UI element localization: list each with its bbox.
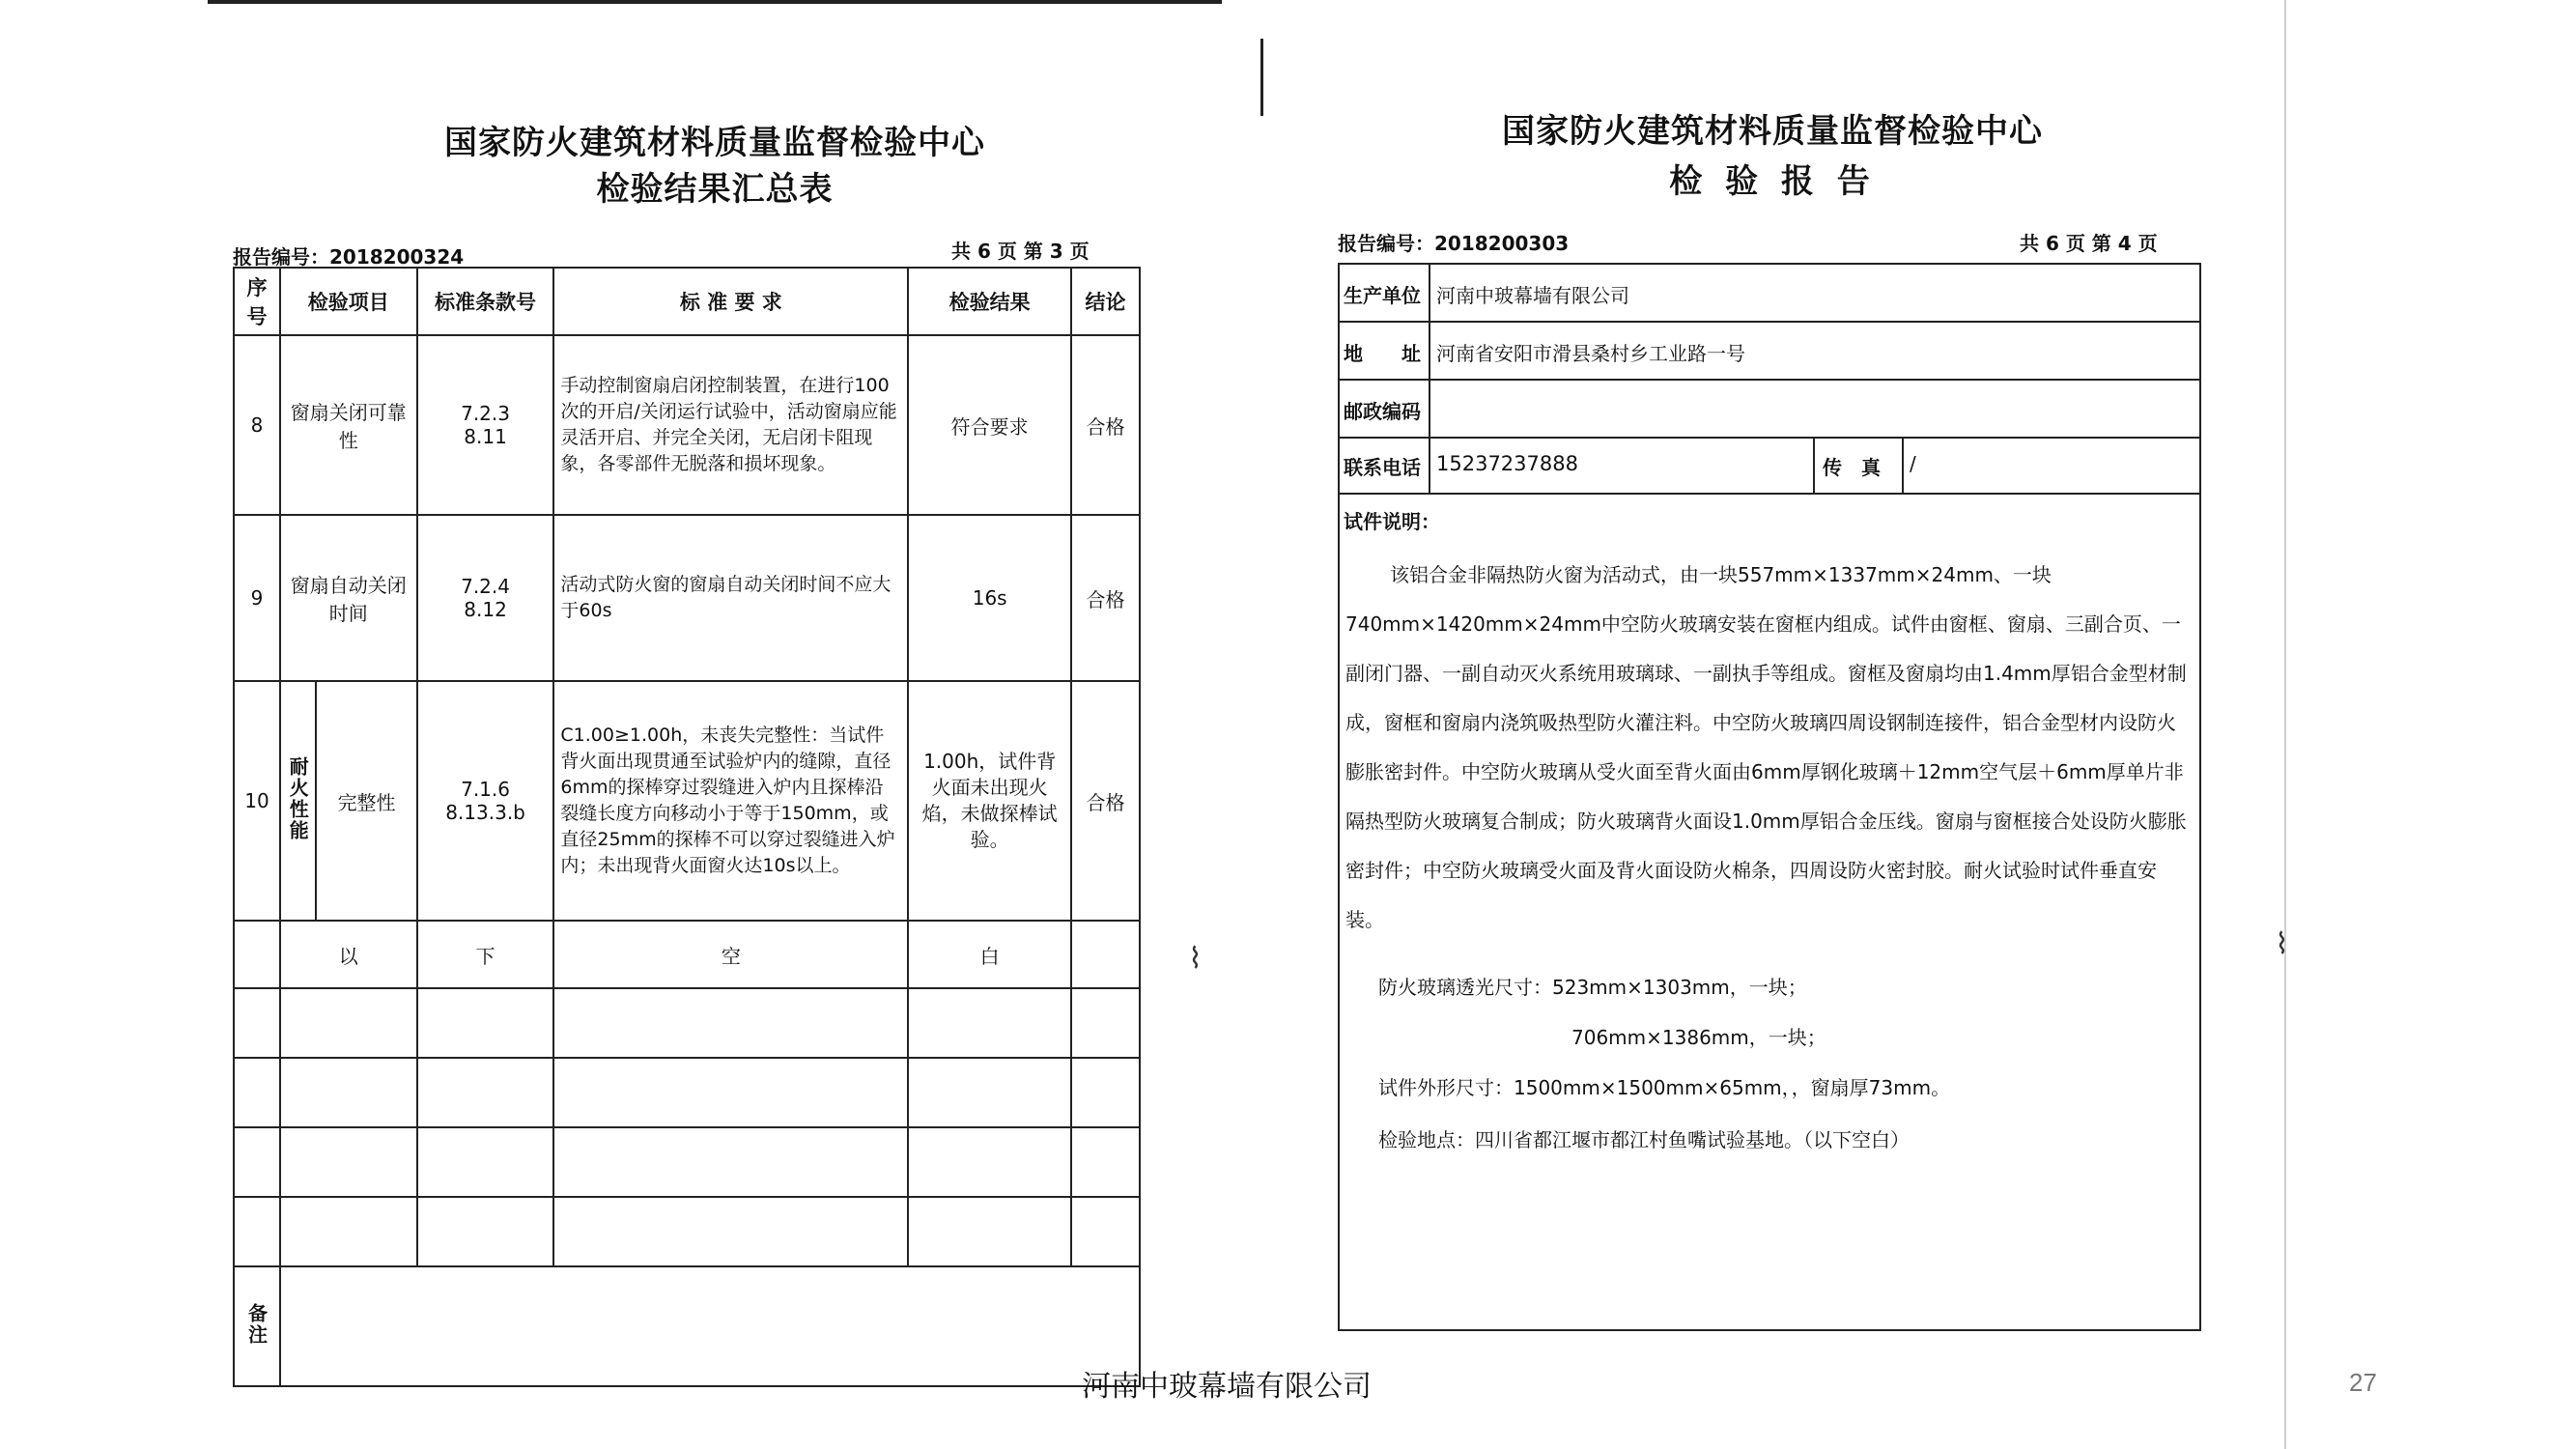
row-number: 8 (234, 335, 280, 515)
right-report-number: 报告编号：2018200303 (1338, 232, 1570, 255)
postcode-label: 邮政编码 (1344, 400, 1421, 423)
scan-edge-line (208, 0, 1222, 4)
page-number: 27 (2349, 1368, 2377, 1397)
table-header-row (234, 268, 1140, 335)
empty-row (234, 1127, 1140, 1197)
left-report-number: 报告编号：2018200324 (233, 245, 465, 269)
producer-value: 河南中玻幕墙有限公司 (1436, 284, 1629, 307)
fax-label: 传 真 (1823, 456, 1881, 479)
row-item: 窗扇自动关闭时间 (280, 515, 417, 681)
left-page-info: 共 6 页 第 3 页 (951, 240, 1090, 263)
fax-value: / (1910, 452, 1916, 475)
table-row (234, 335, 1140, 515)
row-conclusion: 合格 (1071, 681, 1140, 921)
remarks-label: 备注 (244, 1302, 269, 1346)
right-report-page (1260, 0, 2286, 1449)
blank-row (234, 921, 1140, 988)
outer-size-line: 试件外形尺寸：1500mm×1500mm×65mm，，窗扇厚73mm。 (1378, 1076, 1951, 1099)
header-no: 序号 (234, 268, 280, 335)
row-group (280, 681, 317, 921)
row-item: 窗扇关闭可靠性 (280, 335, 417, 515)
table-row (234, 681, 1140, 921)
row-conclusion: 合格 (1071, 515, 1140, 681)
blank-row-text: 下 (417, 921, 554, 988)
phone-label: 联系电话 (1344, 456, 1421, 479)
glass-size-line-2: 706mm×1386mm，一块； (1571, 1026, 1826, 1049)
row-result: 符合要求 (908, 335, 1071, 515)
row-number: 9 (234, 515, 280, 681)
footer-company: 河南中玻幕墙有限公司 (1082, 1370, 1372, 1404)
header-clause: 标准条款号 (417, 268, 554, 335)
right-title-center: 国家防火建筑材料质量监督检验中心 (1502, 112, 2043, 151)
right-page-info: 共 6 页 第 4 页 (2020, 232, 2158, 255)
remarks-label-cell (234, 1266, 280, 1386)
header-item: 检验项目 (280, 268, 417, 335)
remarks-row (234, 1266, 1140, 1386)
specimen-description-label: 试件说明： (1344, 510, 1440, 533)
table-row (234, 515, 1140, 681)
row-group-label: 耐火性能 (286, 755, 310, 841)
producer-label: 生产单位 (1344, 284, 1421, 307)
blank-row-text: 以 (280, 921, 417, 988)
left-report-page (208, 0, 1222, 1449)
empty-row (234, 1197, 1140, 1266)
seal-fragment-mark: ⌇ (1178, 942, 1212, 976)
row-item: 完整性 (316, 681, 416, 921)
address-label: 地 址 (1344, 342, 1421, 365)
row-result: 1.00h，试件背火面未出现火焰，未做探棒试验。 (908, 681, 1071, 921)
row-requirement: 手动控制窗扇启闭控制装置，在进行100次的开启/关闭运行试验中，活动窗扇应能灵活开启、并完全关闭，无启闭卡阻现象，各零部件无脱落和损坏现象。 (553, 335, 908, 515)
blank-row-text: 空 (553, 921, 908, 988)
left-title-summary: 检验结果汇总表 (596, 170, 834, 209)
row-result: 16s (908, 515, 1071, 681)
row-requirement: C1.00≥1.00h，未丧失完整性：当试件背火面出现贯通至试验炉内的缝隙，直径6mm的探棒穿过裂缝进入炉内且探棒沿裂缝长度方向移动小于等于150mm，或直径25mm的探棒不可以穿过裂缝进入炉内；未出现背火面窗火达10s以上。 (553, 681, 908, 921)
row-clause: 7.2.3 8.11 (417, 335, 554, 515)
empty-row (234, 1058, 1140, 1127)
remarks-content (280, 1266, 1140, 1386)
header-requirement: 标 准 要 求 (553, 268, 908, 335)
blank-row-text: 白 (908, 921, 1071, 988)
right-title-report: 检 验 报 告 (1669, 162, 1876, 201)
seal-fragment-mark: ⌇ (2265, 927, 2299, 961)
specimen-description: 该铝合金非隔热防火窗为活动式，由一块557mm×1337mm×24mm、一块740mm×1420mm×24mm中空防火玻璃安装在窗框内组成。试件由窗框、窗扇、三副合页、一副闭门器、一副自动灭火系统用玻璃球、一副执手等组成。窗框及窗扇均由1.4mm厚铝合金型材制成，窗框和窗扇内浇筑吸热型防火灌注料。中空防火玻璃四周设钢制连接件，铝合金型材内设防火膨胀密封件。中空防火玻璃从受火面至背火面由6mm厚钢化玻璃＋12mm空气层＋6mm厚单片非隔热型防火玻璃复合制成；防火玻璃背火面设1.0mm厚铝合金压线。窗扇与窗框接合处设防火膨胀密封件；中空防火玻璃受火面及背火面设防火棉条，四周设防火密封胶。耐火试验时试件垂直安装。 (1345, 563, 2187, 931)
empty-row (234, 988, 1140, 1058)
summary-table (233, 267, 1141, 1387)
test-location-line: 检验地点：四川省都江堰市都江村鱼嘴试验基地。（以下空白） (1378, 1128, 1910, 1151)
row-requirement: 活动式防火窗的窗扇自动关闭时间不应大于60s (553, 515, 908, 681)
header-result: 检验结果 (908, 268, 1071, 335)
header-conclusion: 结论 (1071, 268, 1140, 335)
row-clause: 7.1.6 8.13.3.b (417, 681, 554, 921)
glass-size-line-1: 防火玻璃透光尺寸：523mm×1303mm，一块； (1378, 976, 1807, 999)
address-value: 河南省安阳市滑县桑村乡工业路一号 (1436, 342, 1745, 365)
left-title-center: 国家防火建筑材料质量监督检验中心 (444, 124, 985, 162)
row-number: 10 (234, 681, 280, 921)
inspection-report-box (1338, 263, 2201, 1331)
row-conclusion: 合格 (1071, 335, 1140, 515)
phone-value: 15237237888 (1436, 452, 1578, 475)
row-clause: 7.2.4 8.12 (417, 515, 554, 681)
